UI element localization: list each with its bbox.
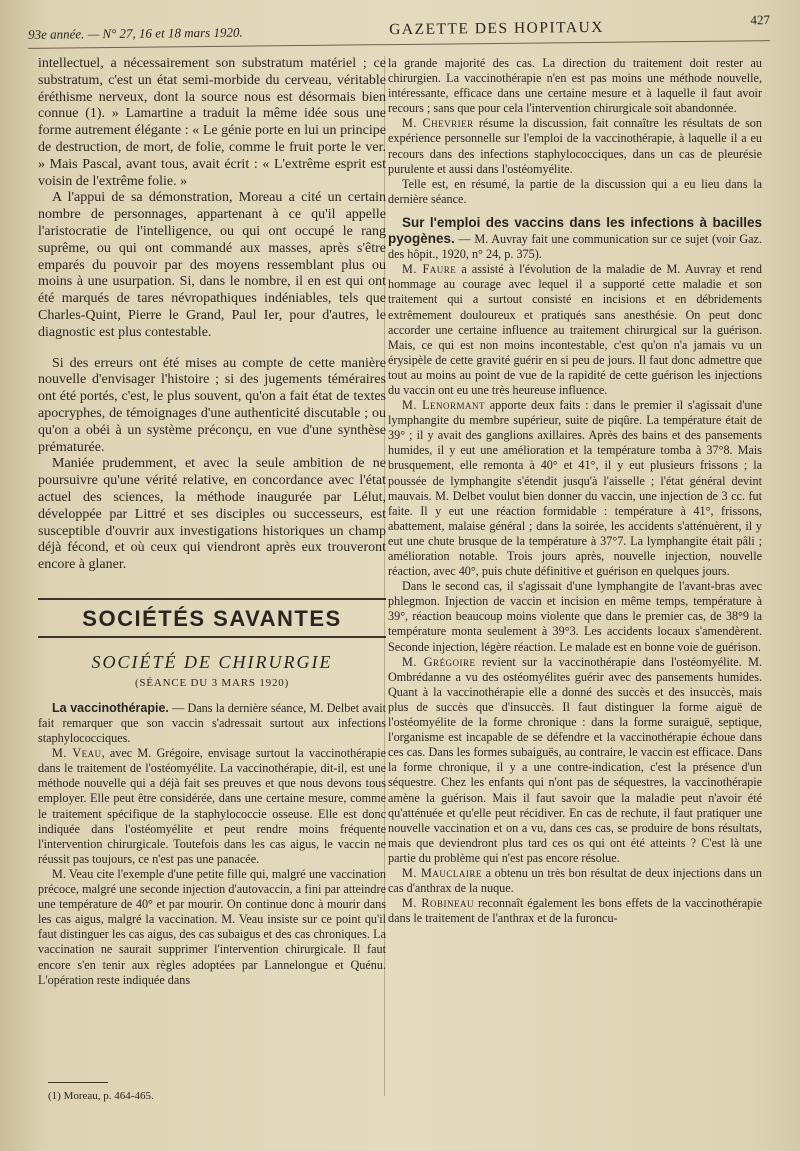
article-text: revient sur la vaccinothérapie dans l'ostéomyélite. M. Ombrédanne a vu des ostéomyélites guérir avec des pansements humides. Quant à la vaccinothérapie elle a donné des succès et des insuccès, mais plus de succès que d'insuccès. Il faut distinguer la forme aiguë de l'ostéomyélite de la forme chronique : dans la forme suraiguë, septique, l'organisme est incapable de se défendre et la vaccinothérapie échoue dans ces cas. Dans les formes subaiguës, au contraire, le vaccin est efficace. Dans la forme chronique, il y a une contre-indication, c'est la présence d'un séquestre. Chez les enfants qui n'ont pas de séquestres, la vaccinothérapie amène la guérison. Mais il faut savoir que la maladie peut n'avoir été qu'atténuée et qu'elle peut récidiver. En cas de rechute, il faut pratiquer une nouvelle vaccination et on a vu, dans ces cas, se produire de bons résultats, mais que deviendront plus tard ces os qui ont été atteints ? C'est là une partie du problème qui n'est pas encore résolue. bbox=[388, 654, 762, 865]
speaker-name: M. Robineau bbox=[402, 896, 474, 911]
article-paragraph bbox=[38, 701, 386, 746]
article-paragraph: Dans le second cas, il s'agissait d'une lymphangite de l'avant-bras avec phlegmon. Injection de vaccin et incision en même temps, température à 39°, réaction beaucoup moins violente que dans le premier cas, de 38°9 la température monta seulement à 39°3. Les accidents locaux s'amendèrent. Seconde injection, légère réaction. Le malade est en bonne voie de guérison. bbox=[388, 579, 762, 654]
article-text: , avec M. Grégoire, envisage surtout la vaccinothérapie dans le traitement de l'ostéomyélite. La vaccinothérapie, dit-il, est une méthode nouvelle qui a déjà fait ses preuves et que nous devons tous employer. Elle peut être considérée, dans une certaine mesure, comme le traitement spécifique de la staphylococcie osseuse. Elle est donc indiquée dans l'ostéomyélite et peut rendre moins fréquente l'intervention chirurgicale. Toutefois dans les cas aigus, le vaccin ne réussit pas toujours, ce n'est pas une panacée. bbox=[38, 746, 386, 866]
footnote-divider bbox=[48, 1082, 108, 1083]
article-paragraph: la grande majorité des cas. La direction du traitement doit rester au chirurgien. La vaccinothérapie n'en est pas moins une méthode nouvelle, intéressante, efficace dans une certaine mesure et à laquelle il faut avoir recours ; sans que pour cela l'intervention chirurgicale soit abandonnée. bbox=[388, 56, 762, 116]
article-text: a assisté à l'évolution de la maladie de M. Auvray et rend hommage au courage avec lequel il a supporté cette maladie et son traitement qui a surtout consisté en incisions et en débridements extrêmement douloureux et pratiqués sans anesthésie. On peut donc accorder une certaine influence au traitement chirurgical sur la guérison. Mais, ce qui est non moins incontestable, c'est qu'on n'a jamais vu un érysipèle de cette gravité guérir en si peu de jours. Il faut donc admettre que tout au moins au point de vue de la rapidité de cette guérison les injections du vaccin ont eu une très heureuse influence. bbox=[388, 262, 762, 397]
article-text: — M. Auvray fait une communication sur ce sujet (voir Gaz. des hôpit., 1920, n° 24, p. 375). bbox=[388, 232, 762, 262]
article-paragraph bbox=[388, 116, 762, 176]
article-text: résume la discussion, fait connaître les résultats de son expérience personnelle sur l'emploi de la vaccinothérapie, à laquelle il a eu recours dans des infections staphylococciques, dans un cas de pleurésie purulente et aussi dans l'ostéomyélite. bbox=[388, 116, 762, 176]
page-number: 427 bbox=[750, 12, 770, 28]
speaker-name: M. Grégoire bbox=[402, 654, 476, 669]
speaker-name: M. Veau bbox=[52, 746, 102, 761]
article-paragraph bbox=[38, 746, 386, 867]
right-column bbox=[388, 56, 762, 926]
publication-title: GAZETTE DES HOPITAUX bbox=[389, 18, 605, 39]
article-heading: La vaccinothérapie. bbox=[52, 700, 169, 715]
article-text: reconnaît également les bons effets de la vaccinothérapie dans le traitement de l'anthrax et de la furoncu- bbox=[388, 896, 762, 926]
article-paragraph bbox=[388, 866, 762, 896]
society-title: SOCIÉTÉ DE CHIRURGIE bbox=[91, 651, 333, 672]
vaccinotherapy-section bbox=[38, 701, 386, 988]
left-column bbox=[38, 56, 386, 988]
speaker-name: M. Lenormant bbox=[402, 398, 486, 413]
article-heading: Sur l'emploi des vaccins dans les infections à bacilles pyogènes. bbox=[388, 214, 762, 247]
article-paragraph: M. Veau cite l'exemple d'une petite fille qui, malgré une vaccination précoce, malgré une seconde injection d'autovaccin, a fini par atteindre une température de 40° et par mourir. On continue donc à mourir dans les cas aigus, malgré la vaccination. M. Veau insiste sur ce point qu'il faut distinguer les cas aigus, des cas subaigus et des cas chroniques. La vaccination ne saurait supprimer l'intervention chirurgicale. Il faut encore s'en tenir aux règles adoptées par Lannelongue et Quénu. L'opération reste indiquée dans bbox=[38, 866, 386, 987]
speaker-name: M. Mauclaire bbox=[402, 865, 482, 880]
article-text: a obtenu un très bon résultat de deux injections dans un cas d'anthrax de la nuque. bbox=[388, 865, 762, 896]
section-banner: SOCIÉTÉS SAVANTES bbox=[38, 598, 386, 638]
footnote: (1) Moreau, p. 464-465. bbox=[48, 1090, 154, 1102]
speaker-name: M. Chevrier bbox=[402, 116, 474, 131]
essay-paragraph: A l'appui de sa démonstration, Moreau a cité un certain nombre de personnages, appartenant à ce qu'il appelle l'aristocratie de l'intelligence, ou qui ont occupé le rang suprême, ou qui ont commandé aux masses, après s'être emparés du pouvoir par des moyens ressemblant plus ou moins à une usurpation. Si, dans le nombre, il en est qui ont été marqués de tares névropathiques indéniables, tels que Charles-Quint, Pierre le Grand, Paul Ier, pour d'autres, le diagnostic est plus contestable. bbox=[38, 190, 386, 340]
article-paragraph bbox=[388, 215, 762, 262]
article-text: — Dans la dernière séance, M. Delbet avait fait remarquer que son vaccin s'adressait surtout aux infections staphylococciques. bbox=[38, 700, 386, 746]
speaker-name: M. Faure bbox=[402, 262, 457, 277]
essay-paragraph: Maniée prudemment, et avec la seule ambition de ne poursuivre qu'une vérité relative, en concordance avec l'état actuel des sciences, la méthode inaugurée par Lélut, développée par Littré et ses disciples ou successeurs, est susceptible d'ouvrir aux investigations historiques un champ déjà fécond, et où ceux qui viendront après eux trouveront encore à glaner. bbox=[38, 456, 386, 573]
article-paragraph bbox=[388, 896, 762, 926]
article-paragraph bbox=[388, 398, 762, 579]
article-paragraph: Telle est, en résumé, la partie de la discussion qui a eu lieu dans la dernière séance. bbox=[388, 176, 762, 206]
essay-paragraph: Si des erreurs ont été mises au compte de cette manière nouvelle d'envisager l'histoire ; si des jugements téméraires ont été portés, c'est, le plus souvent, qu'on a fait état de textes apocryphes, de témoignages d'une authenticité discutable ; ou qu'on a obéi à un système préconçu, en vue d'une synthèse prématurée. bbox=[38, 355, 386, 455]
article-paragraph bbox=[388, 262, 762, 398]
article-text: apporte deux faits : dans le premier il s'agissait d'une lymphangite du membre supérieur, suite de piqûre. La température était de 39° ; il y avait des ganglions axillaires. Après des bains et des pansements humides, il y eut une amélioration et la température tomba à 37°8. Mais brusquement, elle remonta à 40° et 41°, il y eut plusieurs frissons ; la poussée de lymphangite s'étendit jusqu'à l'aisselle ; l'état général devint mauvais. M. Delbet voulut bien donner du vaccin, une injection de 3 cc. fut faite. Il y eut une réaction formidable : température à 41°, frissons, abattement, malaise général ; dans la soirée, les accidents s'atténuèrent, il y eut une chute brusque de la température à 37°7. La lymphangite était pâli ; amélioration notable. Trois jours après, nouvelle injection, nouvelle réaction, avec 40°, puis chute définitive et guérison en quelques jours. bbox=[388, 398, 762, 579]
essay-paragraph: intellectuel, a nécessairement son substratum matériel ; ce substratum, c'est un état semi-morbide du cerveau, véritable éréthisme nerveux, dont la source nous est désormais bien connue (1). » Lamartine a traduit la même idée sous une forme autrement élégante : « Le génie porte en lui un principe de destruction, de mort, de folie, comme le fruit porte le ver. » Mais Pascal, avant tous, avait écrit : « L'extrême esprit est voisin de l'extrême folie. » bbox=[38, 56, 386, 189]
essay-continuation bbox=[38, 56, 386, 574]
page-header bbox=[28, 10, 770, 49]
session-date: (SÉANCE DU 3 MARS 1920) bbox=[134, 676, 290, 689]
issue-info: 93e année. — N° 27, 16 et 18 mars 1920. bbox=[27, 24, 243, 42]
article-paragraph bbox=[388, 655, 762, 866]
